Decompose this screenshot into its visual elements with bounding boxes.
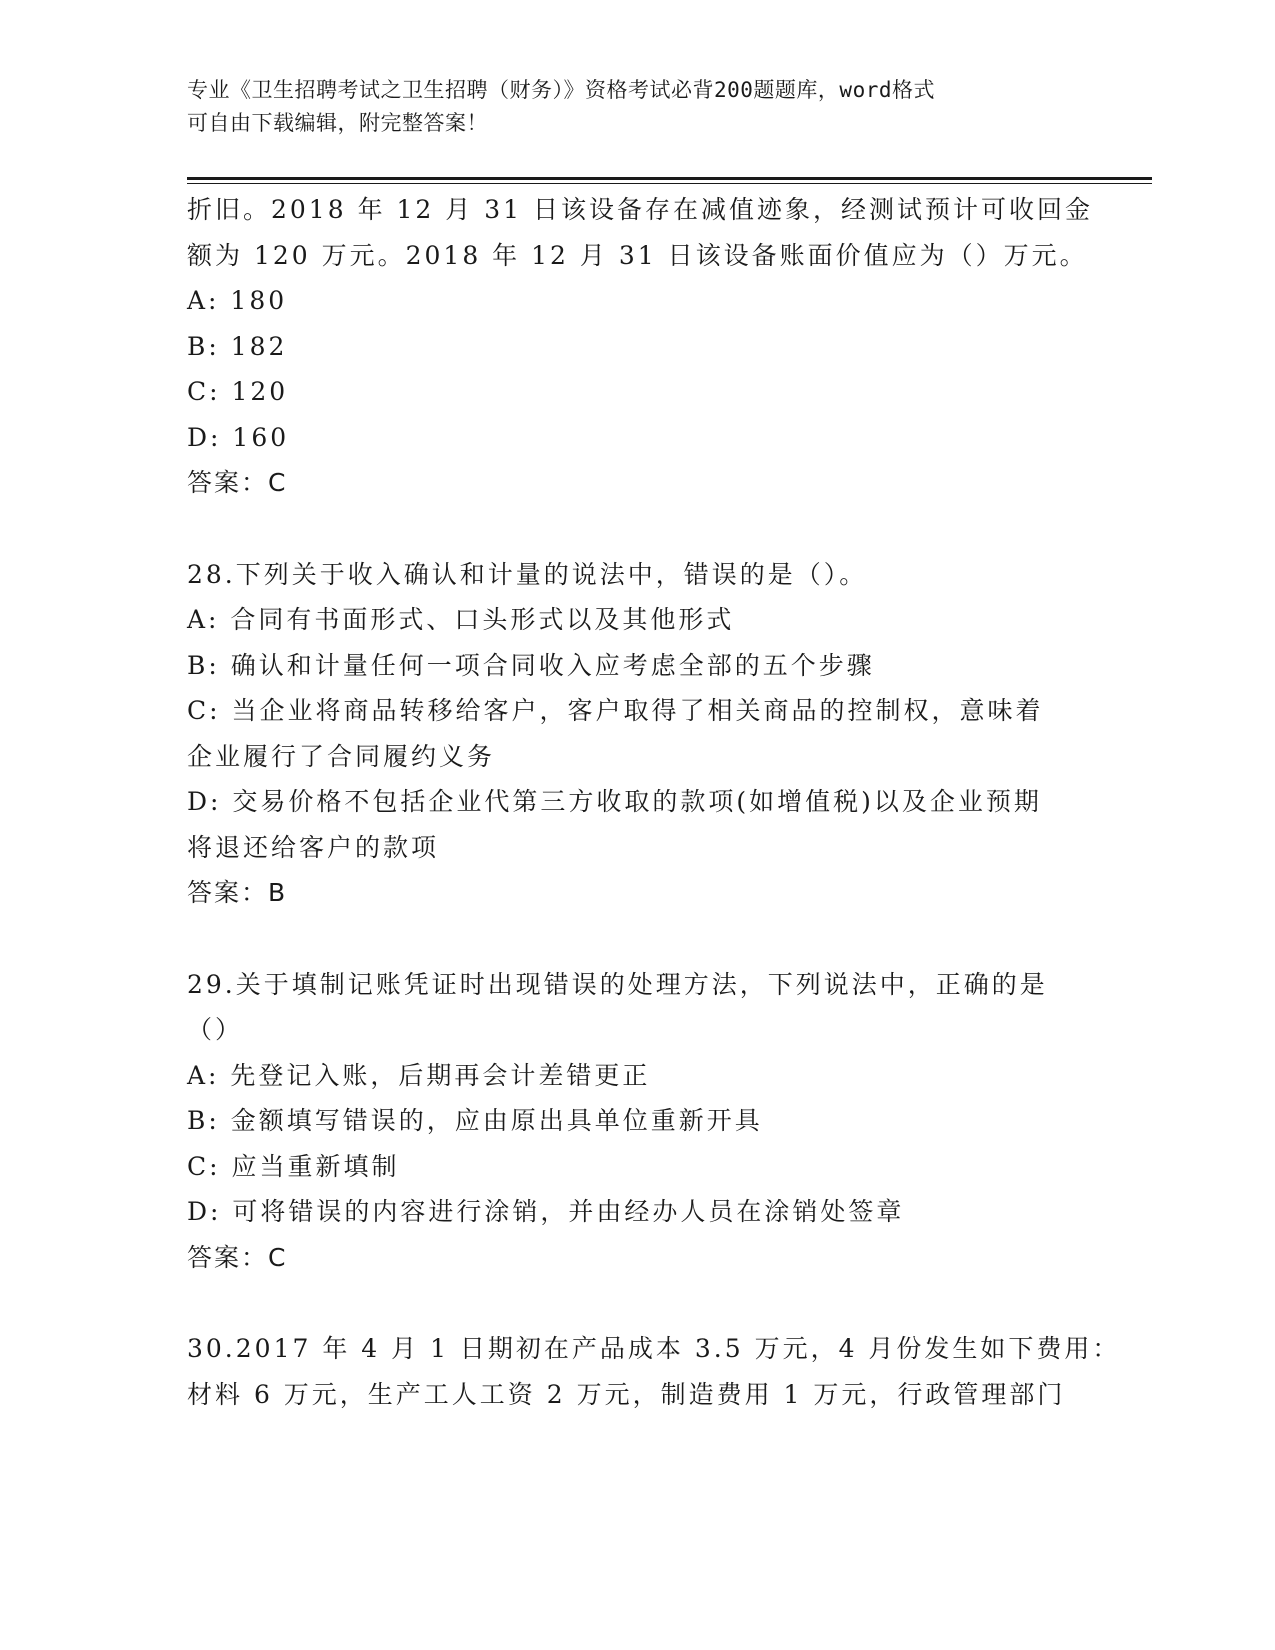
question-stem: 28.下列关于收入确认和计量的说法中，错误的是（）。 — [187, 559, 868, 589]
question-28 — [187, 552, 1087, 916]
option-b: B: 确认和计量任何一项合同收入应考虑全部的五个步骤 — [187, 650, 875, 680]
header-title-line-2: 可自由下载编辑，附完整答案！ — [187, 111, 488, 135]
option-c: C: 应当重新填制 — [187, 1151, 400, 1181]
option-b: B: 182 — [187, 331, 288, 361]
question-spacer — [187, 916, 1087, 962]
option-c: C: 120 — [187, 377, 289, 406]
question-spacer — [187, 506, 1087, 552]
question-content — [187, 187, 1121, 1417]
document-header — [187, 74, 1067, 140]
header-title-line-1: 专业《卫生招聘考试之卫生招聘（财务）》资格考试必背200题题库，word格式 — [187, 78, 935, 102]
question-27 — [187, 187, 1093, 506]
question-stem-line: 30.2017 年 4 月 1 日期初在产品成本 3.5 万元，4 月份发生如下费用： — [187, 1334, 1121, 1363]
option-d: D: 160 — [187, 422, 290, 452]
question-spacer — [187, 1280, 1087, 1326]
answer-label: 答案：C — [187, 468, 288, 497]
question-stem-line: 材料 6 万元，生产工人工资 2 万元，制造费用 1 万元，行政管理部门 — [187, 1379, 1066, 1409]
question-29 — [187, 962, 1087, 1281]
question-stem-line: （） — [187, 1015, 244, 1044]
question-30 — [187, 1326, 1121, 1417]
question-stem-line: 额为 120 万元。2018 年 12 月 31 日该设备账面价值应为（）万元。 — [187, 240, 1088, 270]
header-divider-thick — [187, 177, 1152, 180]
option-a: A: 合同有书面形式、口头形式以及其他形式 — [187, 605, 735, 634]
option-d: D: 可将错误的内容进行涂销，并由经办人员在涂销处签章 — [187, 1197, 905, 1226]
option-d-continued: 将退还给客户的款项 — [187, 832, 440, 862]
question-stem-line: 29.关于填制记账凭证时出现错误的处理方法，下列说法中，正确的是 — [187, 969, 1048, 999]
header-divider-thin — [187, 183, 1152, 184]
option-c-continued: 企业履行了合同履约义务 — [187, 741, 496, 771]
option-b: B: 金额填写错误的，应由原出具单位重新开具 — [187, 1106, 763, 1135]
answer-label: 答案：C — [187, 1242, 288, 1272]
question-stem-line: 折旧。2018 年 12 月 31 日该设备存在减值迹象，经测试预计可收回金 — [187, 195, 1093, 224]
option-a: A: 180 — [187, 286, 288, 315]
answer-label: 答案：B — [187, 878, 288, 907]
option-c: C: 当企业将商品转移给客户，客户取得了相关商品的控制权，意味着 — [187, 696, 1044, 725]
option-a: A: 先登记入账，后期再会计差错更正 — [187, 1060, 651, 1090]
option-d: D: 交易价格不包括企业代第三方收取的款项(如增值税)以及企业预期 — [187, 787, 1042, 816]
